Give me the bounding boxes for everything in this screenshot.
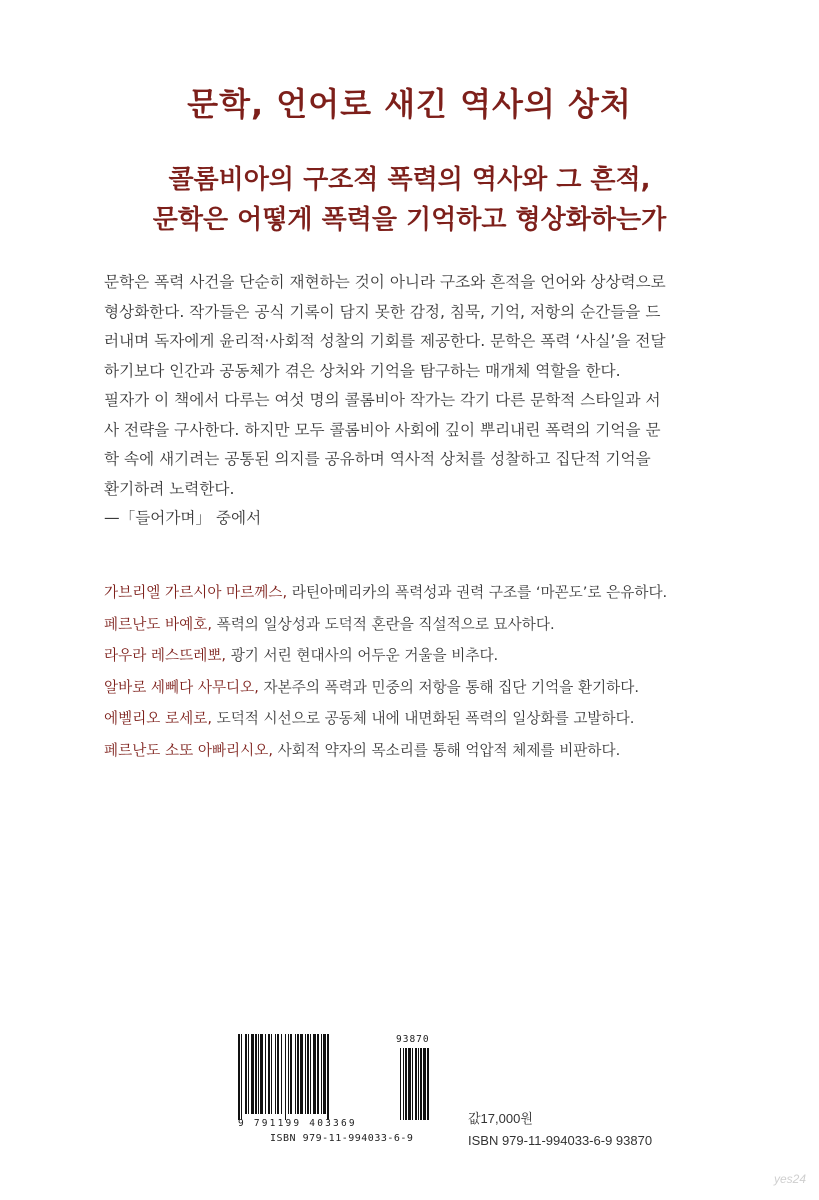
- author-desc: 라틴아메리카의 폭력성과 권력 구조를 ‘마꼰도’로 은유하다.: [287, 584, 668, 601]
- barcode-bar: [313, 1034, 316, 1114]
- barcode-bar: [265, 1034, 266, 1114]
- excerpt-line: 러내며 독자에게 윤리적·사회적 성찰의 기회를 제공한다. 문학은 폭력 ‘사실’을 전달: [104, 332, 666, 350]
- barcode-addon-bar: [405, 1048, 407, 1120]
- barcode-bar: [271, 1034, 272, 1114]
- barcode-bar: [245, 1034, 247, 1114]
- barcode-isbn-label: ISBN 979-11-994033-6-9: [270, 1133, 414, 1144]
- barcode-digits: 9 791199 403369: [238, 1118, 357, 1129]
- barcode-bar: [290, 1034, 292, 1114]
- excerpt-paragraph: [104, 268, 716, 534]
- barcode-bar: [268, 1034, 270, 1114]
- subtitle-line-1: 콜롬비아의 구조적 폭력의 역사와 그 흔적,: [168, 165, 651, 195]
- barcode-addon-bar: [403, 1048, 404, 1120]
- author-item: [104, 640, 734, 672]
- isbn-barcode: [232, 1034, 454, 1164]
- barcode-bar: [285, 1034, 286, 1120]
- excerpt-line: 사 전략을 구사한다. 하지만 모두 콜롬비아 사회에 깊이 뿌리내린 폭력의 기억을 문: [104, 420, 661, 439]
- author-item: [104, 703, 734, 735]
- barcode-addon-bar: [400, 1048, 401, 1120]
- barcode-bar: [321, 1034, 322, 1114]
- excerpt-source: —「들어가며」 중에서: [104, 509, 262, 527]
- barcode-bar: [275, 1034, 276, 1114]
- isbn-text: ISBN 979-11-994033-6-9 93870: [468, 1133, 653, 1148]
- back-cover-subtitle: [0, 160, 819, 240]
- barcode-bar: [295, 1034, 296, 1114]
- excerpt-line: 학 속에 새기려는 공통된 의지를 공유하며 역사적 상처를 성찰하고 집단적 기억을: [104, 450, 651, 468]
- excerpt-line: 형상화한다. 작가들은 공식 기록이 담지 못한 감정, 침묵, 기억, 저항의 순간들을 드: [104, 302, 661, 321]
- barcode-bar: [327, 1034, 329, 1120]
- excerpt-line: 필자가 이 책에서 다루는 여섯 명의 콜롬비아 작가는 각기 다른 문학적 스타일과 서: [104, 391, 661, 409]
- barcode-bar: [307, 1034, 309, 1114]
- barcode-addon-bar: [418, 1048, 419, 1120]
- author-item: [104, 672, 734, 704]
- author-item: [104, 577, 734, 609]
- barcode-addon-bar: [412, 1048, 413, 1120]
- barcode-bar: [255, 1034, 257, 1114]
- barcode-bar: [248, 1034, 249, 1114]
- author-desc: 사회적 약자의 목소리를 통해 억압적 체제를 비판하다.: [273, 741, 621, 759]
- author-name: 페르난도 바예호,: [104, 615, 212, 633]
- author-item: [104, 609, 734, 641]
- barcode-bar: [310, 1034, 311, 1114]
- barcode-bar: [305, 1034, 306, 1114]
- back-cover-title: 문학, 언어로 새긴 역사의 상처: [187, 85, 632, 123]
- barcode-addon-bar: [427, 1048, 429, 1120]
- barcode-bar: [277, 1034, 279, 1114]
- barcode-bar: [317, 1034, 319, 1114]
- subtitle-line-2: 문학은 어떻게 폭력을 기억하고 형상화하는가: [152, 205, 667, 235]
- author-name: 에벨리오 로세로,: [104, 710, 212, 727]
- barcode-addon-bar: [408, 1048, 411, 1120]
- barcode-bar: [251, 1034, 254, 1114]
- author-desc: 자본주의 폭력과 민중의 저항을 통해 집단 기억을 환기하다.: [258, 678, 640, 696]
- author-desc: 폭력의 일상성과 도덕적 혼란을 직설적으로 묘사하다.: [211, 615, 555, 633]
- author-name: 페르난도 소또 아빠리시오,: [104, 741, 273, 759]
- author-desc: 광기 서린 현대사의 어두운 거울을 비추다.: [226, 647, 499, 664]
- barcode-bar: [241, 1034, 242, 1120]
- barcode-addon-digits: 93870: [396, 1034, 430, 1045]
- author-name: 라우라 레스뜨레뽀,: [104, 647, 227, 664]
- barcode-bar: [238, 1034, 240, 1120]
- barcode-bars-icon: [232, 1034, 454, 1124]
- barcode-addon-bar: [420, 1048, 422, 1120]
- barcode-bar: [281, 1034, 282, 1114]
- excerpt-line: 하기보다 인간과 공동체가 겪은 상처와 기억을 탐구하는 매개체 역할을 한다.: [104, 361, 621, 380]
- barcode-bar: [300, 1034, 303, 1114]
- barcode-bar: [258, 1034, 259, 1114]
- barcode-bar: [323, 1034, 326, 1114]
- barcode-bar: [260, 1034, 263, 1114]
- author-name: 가브리엘 가르시아 마르께스,: [104, 584, 288, 601]
- barcode-bar: [297, 1034, 299, 1114]
- barcode-addon-bar: [415, 1048, 417, 1120]
- author-desc: 도덕적 시선으로 공동체 내에 내면화된 폭력의 일상화를 고발하다.: [211, 710, 635, 727]
- author-list: [104, 577, 734, 766]
- price-label: 값17,000원: [468, 1111, 533, 1126]
- barcode-addon-bar: [423, 1048, 426, 1120]
- watermark-logo: yes24: [774, 1172, 807, 1186]
- excerpt-line: 문학은 폭력 사건을 단순히 재현하는 것이 아니라 구조와 흔적을 언어와 상상력으로: [104, 273, 666, 291]
- barcode-bar: [288, 1034, 289, 1114]
- author-name: 알바로 세뻬다 사무디오,: [104, 678, 259, 696]
- excerpt-line: 환기하려 노력한다.: [104, 479, 235, 498]
- author-item: [104, 735, 734, 767]
